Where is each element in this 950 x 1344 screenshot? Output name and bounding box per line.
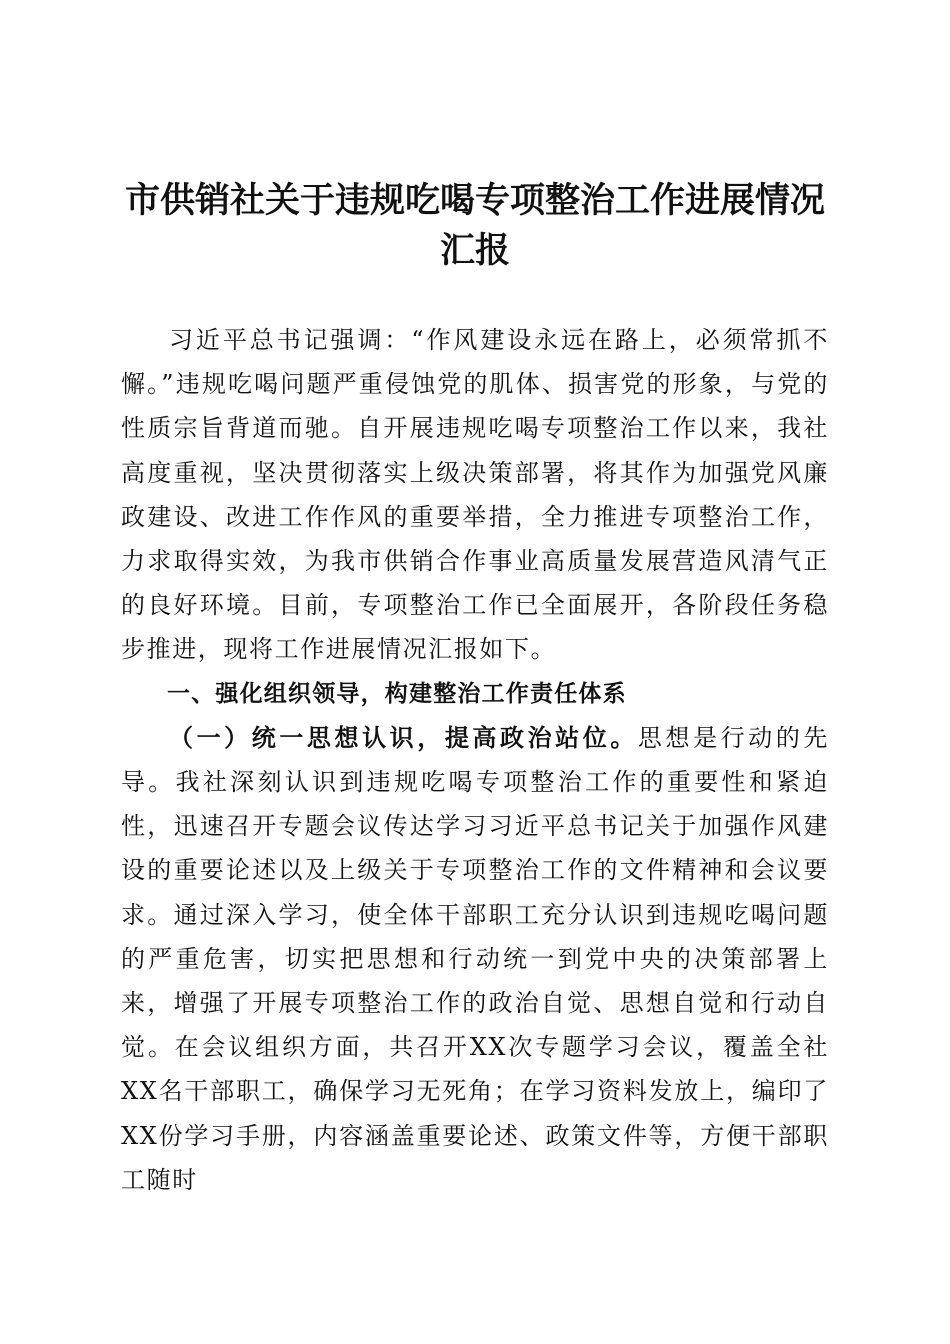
section-1-1-lead: （一）统一思想认识，提高政治站位。 xyxy=(169,723,638,752)
title-line-1: 市供销社关于违规吃喝专项整治工作进展情况 xyxy=(124,180,825,221)
title-line-2: 汇报 xyxy=(439,230,510,271)
intro-paragraph: 习近平总书记强调：“作风建设永远在路上，必须常抓不懈。”违规吃喝问题严重侵蚀党的肌体、损害党的形象，与党的性质宗旨背道而驰。自开展违规吃喝专项整治工作以来，我社高度重视，坚决贯彻落实上级决策部署，将其作为加强党风廉政建设、改进工作作风的重要举措，全力推进专项整治工作，力求取得实效，为我市供销合作事业高质量发展营造风清气正的良好环境。目前，专项整治工作已全面展开，各阶段任务稳步推进，现将工作进展情况汇报如下。 xyxy=(121,326,829,664)
section-1-1-text: 思想是行动的先导。我社深刻认识到违规吃喝专项整治工作的重要性和紧迫性，迅速召开专题会议传达学习习近平总书记关于加强作风建设的重要论述以及上级关于专项整治工作的文件精神和会议要求。通过深入学习，使全体干部职工充分认识到违规吃喝问题的严重危害，切实把思想和行动统一到党中央的决策部署上来，增强了开展专项整治工作的政治自觉、思想自觉和行动自觉。在会议组织方面，共召开XX次专题学习会议，覆盖全社XX名干部职工，确保学习无死角；在学习资料发放上，编印了XX份学习手册，内容涵盖重要论述、政策文件等，方便干部职工随时 xyxy=(121,723,829,1194)
document-title xyxy=(110,176,840,276)
document-body xyxy=(121,318,829,1202)
section-1-heading: 一、强化组织领导，构建整治工作责任体系 xyxy=(167,680,627,707)
section-1-1-paragraph xyxy=(121,716,829,1202)
